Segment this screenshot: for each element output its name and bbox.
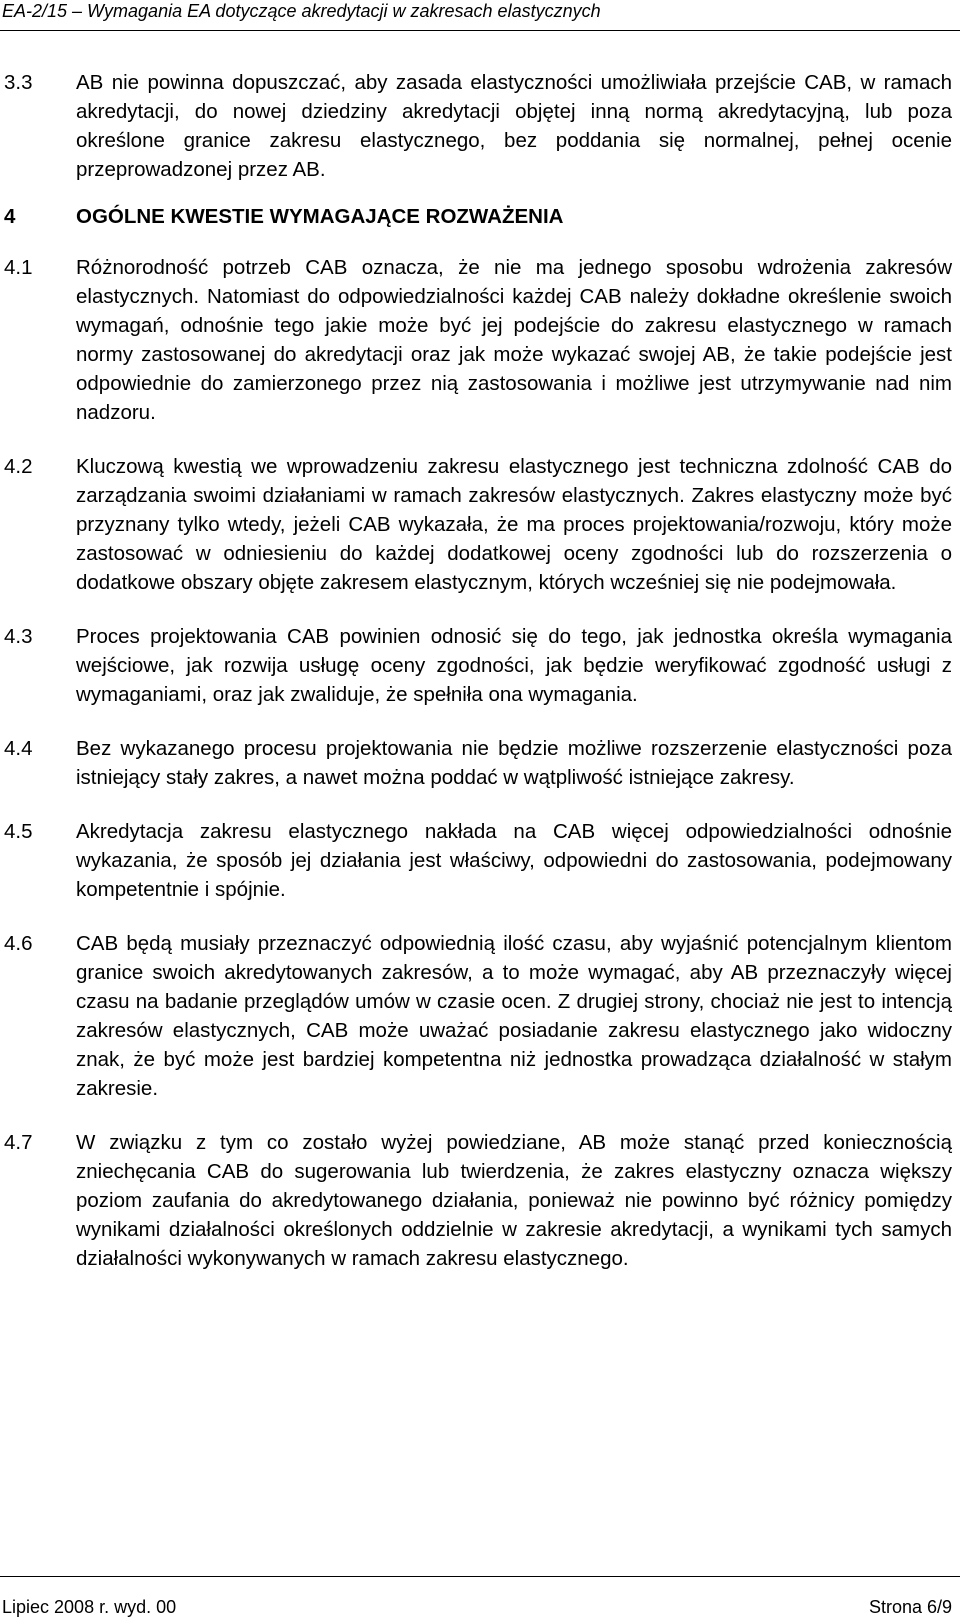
section-4-6 — [4, 929, 952, 1103]
header-title: EA-2/15 – Wymagania EA dotyczące akredytacji w zakresach elastycznych — [2, 1, 601, 21]
document-body — [4, 68, 952, 1298]
section-4-1 — [4, 253, 952, 427]
section-text: CAB będą musiały przeznaczyć odpowiednią ilość czasu, aby wyjaśnić potencjalnym klientom granice swoich akredytowanych zakresów, a to może wymagać, aby AB przeznaczyły więcej czasu na badanie przeglądów umów w czasie ocen. Z drugiej strony, chociaż nie jest to intencją zakresów elastycznych, CAB może uważać posiadanie zakresu elastycznego jako widoczny znak, że być może jest bardziej kompetentna niż jednostka prowadząca działalność w stałym zakresie. — [76, 932, 952, 1100]
section-text: Bez wykazanego procesu projektowania nie będzie możliwe rozszerzenie elastyczności poza istniejący stały zakres, a nawet można poddać w wątpliwość istniejące zakresy. — [76, 737, 952, 789]
section-3-3 — [4, 68, 952, 184]
section-number: 4.7 — [4, 1131, 33, 1154]
section-text: W związku z tym co zostało wyżej powiedziane, AB może stanąć przed koniecznością zniechęcania CAB do sugerowania lub twierdzenia, że zakres elastyczny oznacza większy poziom zaufania do akredytowanego działania, ponieważ nie powinno być różnicy pomiędzy wynikami działalności określonych oddzielnie w zakresie akredytacji, a wynikami tych samych działalności wykonywanych w ramach zakresu elastycznego. — [76, 1131, 952, 1270]
section-number: 4.1 — [4, 256, 33, 279]
section-4-7 — [4, 1128, 952, 1273]
section-heading-4 — [4, 202, 952, 231]
section-number: 4.2 — [4, 455, 33, 478]
section-number: 4.5 — [4, 820, 33, 843]
section-heading-text: OGÓLNE KWESTIE WYMAGAJĄCE ROZWAŻENIA — [76, 205, 564, 228]
section-number: 4.3 — [4, 625, 33, 648]
section-text: AB nie powinna dopuszczać, aby zasada elastyczności umożliwiała przejście CAB, w ramach akredytacji, do nowej dziedziny akredytacji objętej inną normą akredytacyjną, lub poza określone granice zakresu elastycznego, bez poddania się normalnej, pełnej ocenie przeprowadzonej przez AB. — [76, 71, 952, 181]
page-footer — [0, 1576, 960, 1624]
footer-rule — [0, 1576, 960, 1577]
section-4-5 — [4, 817, 952, 904]
section-4-2 — [4, 452, 952, 597]
section-number: 4.6 — [4, 932, 33, 955]
section-4-3 — [4, 622, 952, 709]
footer-date-edition: Lipiec 2008 r. wyd. 00 — [2, 1597, 177, 1617]
section-text: Proces projektowania CAB powinien odnosić się do tego, jak jednostka określa wymagania wejściowe, jak rozwija usługę oceny zgodności, jak będzie weryfikować zgodność usługi z wymaganiami, oraz jak zwaliduje, że spełniła ona wymagania. — [76, 625, 952, 706]
header-rule — [0, 30, 960, 31]
footer-page-number: Strona 6/9 — [868, 1597, 952, 1617]
section-number: 4 — [4, 205, 16, 228]
section-text: Kluczową kwestią we wprowadzeniu zakresu elastycznego jest techniczna zdolność CAB do zarządzania swoimi działaniami w ramach zakresów elastycznych. Zakres elastyczny może być przyznany tylko wtedy, jeżeli CAB wykazała, że ma proces projektowania/rozwoju, który może zastosować w odniesieniu do każdej dodatkowej oceny zgodności lub do rozszerzenia o dodatkowe obszary objęte zakresem elastycznym, których wcześniej się nie podejmowała. — [76, 455, 952, 594]
section-text: Akredytacja zakresu elastycznego nakłada na CAB więcej odpowiedzialności odnośnie wykazania, że sposób jej działania jest właściwy, odpowiedni do zastosowania, podejmowany kompetentnie i spójnie. — [76, 820, 952, 901]
section-text: Różnorodność potrzeb CAB oznacza, że nie ma jednego sposobu wdrożenia zakresów elastycznych. Natomiast do odpowiedzialności każdej CAB należy dokładne określenie swoich wymagań, odnośnie tego jakie może być jej podejście do zakresu elastycznego w ramach normy zastosowanej do akredytacji oraz jak może wykazać swojej AB, że takie podejście jest odpowiednie do zamierzonego przez nią zastosowania i możliwe jest utrzymywanie nad nim nadzoru. — [76, 256, 952, 424]
section-number: 3.3 — [4, 71, 33, 94]
page-header — [0, 0, 960, 34]
section-4-4 — [4, 734, 952, 792]
section-number: 4.4 — [4, 737, 33, 760]
